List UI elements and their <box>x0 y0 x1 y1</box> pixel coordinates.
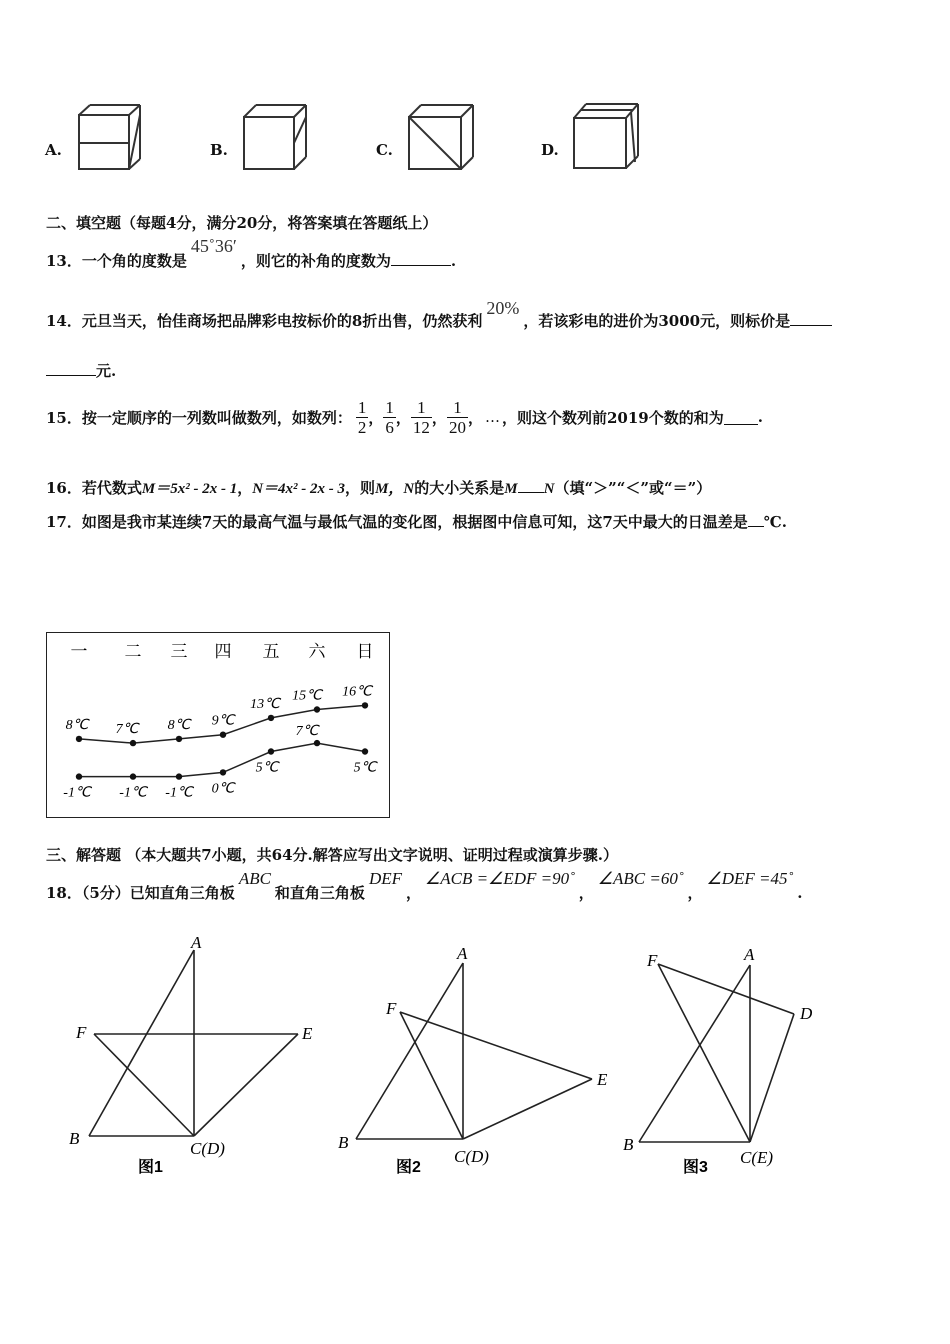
q15-ellipsis: … <box>484 408 500 426</box>
fig2-label-e: E <box>597 1070 608 1089</box>
fig1-label-c: C(D) <box>190 1139 225 1158</box>
fig3-label-b: B <box>623 1135 634 1154</box>
series-2-point-1 <box>76 773 82 779</box>
q16-hint: （填“＞”“＜”或“＝”） <box>554 479 712 497</box>
choice-a-cube <box>76 103 144 171</box>
q15-fraction-4: $\frac{1}{20}$ <box>448 397 466 437</box>
q18-line <box>46 868 802 908</box>
day-label-3: 三 <box>170 642 188 661</box>
q14-suffix: ，若该彩电的进价为3000元，则标价是 <box>523 312 791 330</box>
choice-a-label[interactable]: A. <box>45 141 62 159</box>
choice-d-cube <box>571 100 643 172</box>
q16-separator: ， <box>237 479 253 497</box>
series-1-point-5 <box>268 715 274 721</box>
q18-comma-1: ， <box>405 884 421 902</box>
q18-mid: 和直角三角板 <box>274 884 365 902</box>
figure-2 <box>330 930 620 1180</box>
q16-answer-blank[interactable] <box>518 478 544 493</box>
series-2-point-6 <box>314 740 320 746</box>
q16-line <box>46 477 711 498</box>
q18-prefix: 18．（5分）已知直角三角板 <box>46 884 235 902</box>
q13-line <box>46 236 457 271</box>
fig1-label-e: E <box>302 1024 313 1043</box>
fig2-label-f: F <box>386 999 397 1018</box>
fig3-label-c: C(E) <box>740 1148 774 1167</box>
series-2-label-3: -1℃ <box>165 785 193 801</box>
q15-fraction-3: $\frac{1}{12}$ <box>412 397 430 437</box>
q16-n: N <box>543 481 555 497</box>
q16-m: M <box>504 481 518 497</box>
day-label-4: 四 <box>214 642 232 661</box>
series-2-label-2: -1℃ <box>119 785 147 801</box>
q16-text-b: ，则 <box>345 479 376 497</box>
q13-end: . <box>450 252 457 270</box>
fig2-caption: 图2 <box>396 1159 421 1176</box>
fig1-line-ec <box>194 1034 298 1136</box>
day-label-7: 日 <box>356 642 374 661</box>
choice-c-label[interactable]: C. <box>376 141 393 159</box>
q13-prefix: 13．一个角的度数是 <box>46 252 187 270</box>
series-1-label-7: 16℃ <box>342 684 372 700</box>
section3-heading: 三、解答题 （本大题共7小题，共64分.解答应写出文字说明、证明过程或演算步骤.） <box>46 846 618 864</box>
q14-answer-blank-1[interactable] <box>790 311 832 326</box>
q14-line2-end: 元. <box>96 362 117 380</box>
series-2-label-6: 7℃ <box>295 724 319 740</box>
fig1-label-a: A <box>191 933 202 952</box>
temperature-chart-svg <box>47 633 389 817</box>
fig3-label-f: F <box>647 951 658 970</box>
day-label-2: 二 <box>124 642 142 661</box>
fig3-label-d: D <box>800 1004 813 1023</box>
fig1-label-f: F <box>76 1023 87 1042</box>
series-1-point-6 <box>314 706 320 712</box>
fig1-caption: 图1 <box>138 1159 163 1176</box>
q15-answer-blank[interactable] <box>724 410 758 425</box>
fig3-caption: 图3 <box>683 1159 708 1176</box>
choice-c-cube <box>406 103 476 171</box>
q14-line2 <box>46 360 116 381</box>
fig3-line-fe <box>658 964 750 1142</box>
q18-def: DEF <box>368 869 402 888</box>
section2-heading: 二、填空题（每题4分，满分20分，将答案填在答题纸上） <box>46 214 438 232</box>
series-1-point-2 <box>130 740 136 746</box>
series-2-label-4: 0℃ <box>211 781 235 797</box>
q17-text: 17．如图是我市某连续7天的最高气温与最低气温的变化图，根据图中信息可知，这7天中最大的日温差是 <box>46 513 748 531</box>
q18-comma-3: ， <box>687 884 703 902</box>
fig1-label-b: B <box>69 1129 80 1148</box>
q16-m-expression: M＝5x² - 2x - 1 <box>141 481 238 497</box>
q14-line <box>46 298 832 331</box>
q17-unit: ℃. <box>763 513 787 531</box>
q14-prefix: 14．元旦当天，怡佳商场把品牌彩电按标价的8折出售，仍然获利 <box>46 312 483 330</box>
day-label-1: 一 <box>70 642 88 661</box>
fig2-label-c: C(D) <box>454 1147 489 1166</box>
q18-abc: ABC <box>238 869 271 888</box>
series-1-label-5: 13℃ <box>250 696 280 712</box>
day-label-6: 六 <box>308 642 326 661</box>
series-2-label-5: 5℃ <box>255 760 279 776</box>
q13-suffix: ，则它的补角的度数为 <box>240 252 391 270</box>
series-2-label-7: 5℃ <box>353 760 377 776</box>
series-1-label-2: 7℃ <box>115 722 139 738</box>
q15-prefix: 15．按一定顺序的一列数叫做数列，如数列： <box>46 408 352 427</box>
choice-b-label[interactable]: B. <box>210 141 228 159</box>
series-1-point-1 <box>76 736 82 742</box>
figure-1 <box>60 930 330 1180</box>
series-1-point-3 <box>176 736 182 742</box>
fig2-label-b: B <box>338 1133 349 1152</box>
choice-d-label[interactable]: D. <box>541 141 559 159</box>
q18-end: . <box>797 884 803 902</box>
fig2-line-ab <box>356 963 463 1139</box>
fig2-line-ec <box>463 1079 592 1139</box>
q17-answer-blank[interactable] <box>748 512 764 527</box>
figure-3 <box>610 930 850 1180</box>
fig1-line-fc <box>94 1034 194 1136</box>
series-1-point-7 <box>362 702 368 708</box>
q15-line: 15．按一定顺序的一列数叫做数列，如数列： $\frac{1}{2}$ ， $\frac{1}{6}$ ， $\frac{1}{12}$ ， $\frac{1}{20}$ ， … ，则这个数列前2019个数的和为 . <box>46 397 763 437</box>
series-2-point-7 <box>362 748 368 754</box>
q14-answer-blank-2[interactable] <box>46 361 96 376</box>
series-1-label-6: 15℃ <box>292 688 322 704</box>
fig3-line-de <box>750 1014 794 1142</box>
series-1-label-1: 8℃ <box>65 717 89 733</box>
choice-b-cube <box>241 103 309 171</box>
q15-end: . <box>757 408 763 426</box>
day-label-5: 五 <box>262 642 280 661</box>
q15-fraction-2: $\frac{1}{6}$ <box>385 397 394 437</box>
fig1-line-ab <box>89 950 194 1136</box>
series-2-point-4 <box>220 769 226 775</box>
q13-answer-blank[interactable] <box>391 251 451 266</box>
q16-text-a: 16．若代数式 <box>46 479 142 497</box>
q18-cond2: ∠ABC =60˚ <box>597 869 684 888</box>
q16-n-expression: N＝4x² - 2x - 3 <box>252 481 346 497</box>
fig3-label-a: A <box>744 945 755 964</box>
q18-cond1: ∠ACB =∠EDF =90˚ <box>425 869 575 888</box>
q15-fraction-1: $\frac{1}{2}$ <box>357 397 367 437</box>
series-1-point-4 <box>220 732 226 738</box>
series-1-label-4: 9℃ <box>211 713 235 729</box>
series-2-label-1: -1℃ <box>63 785 91 801</box>
q16-text-c: 的大小关系是 <box>414 479 505 497</box>
fig2-label-a: A <box>457 944 468 963</box>
fig3-line-fd <box>658 964 794 1014</box>
series-2-point-5 <box>268 748 274 754</box>
q18-cond3: ∠DEF =45˚ <box>706 869 794 888</box>
q17-line <box>46 511 787 532</box>
temperature-chart <box>46 632 390 818</box>
q18-comma-2: ， <box>578 884 594 902</box>
series-2-point-2 <box>130 773 136 779</box>
series-2-point-3 <box>176 773 182 779</box>
series-1-label-3: 8℃ <box>167 717 191 733</box>
q14-percent: 20% <box>486 298 520 318</box>
q15-suffix: ，则这个数列前2019个数的和为 <box>501 408 724 427</box>
q13-angle: 45˚36′ <box>190 236 237 256</box>
q16-vars: M，N <box>375 481 415 497</box>
